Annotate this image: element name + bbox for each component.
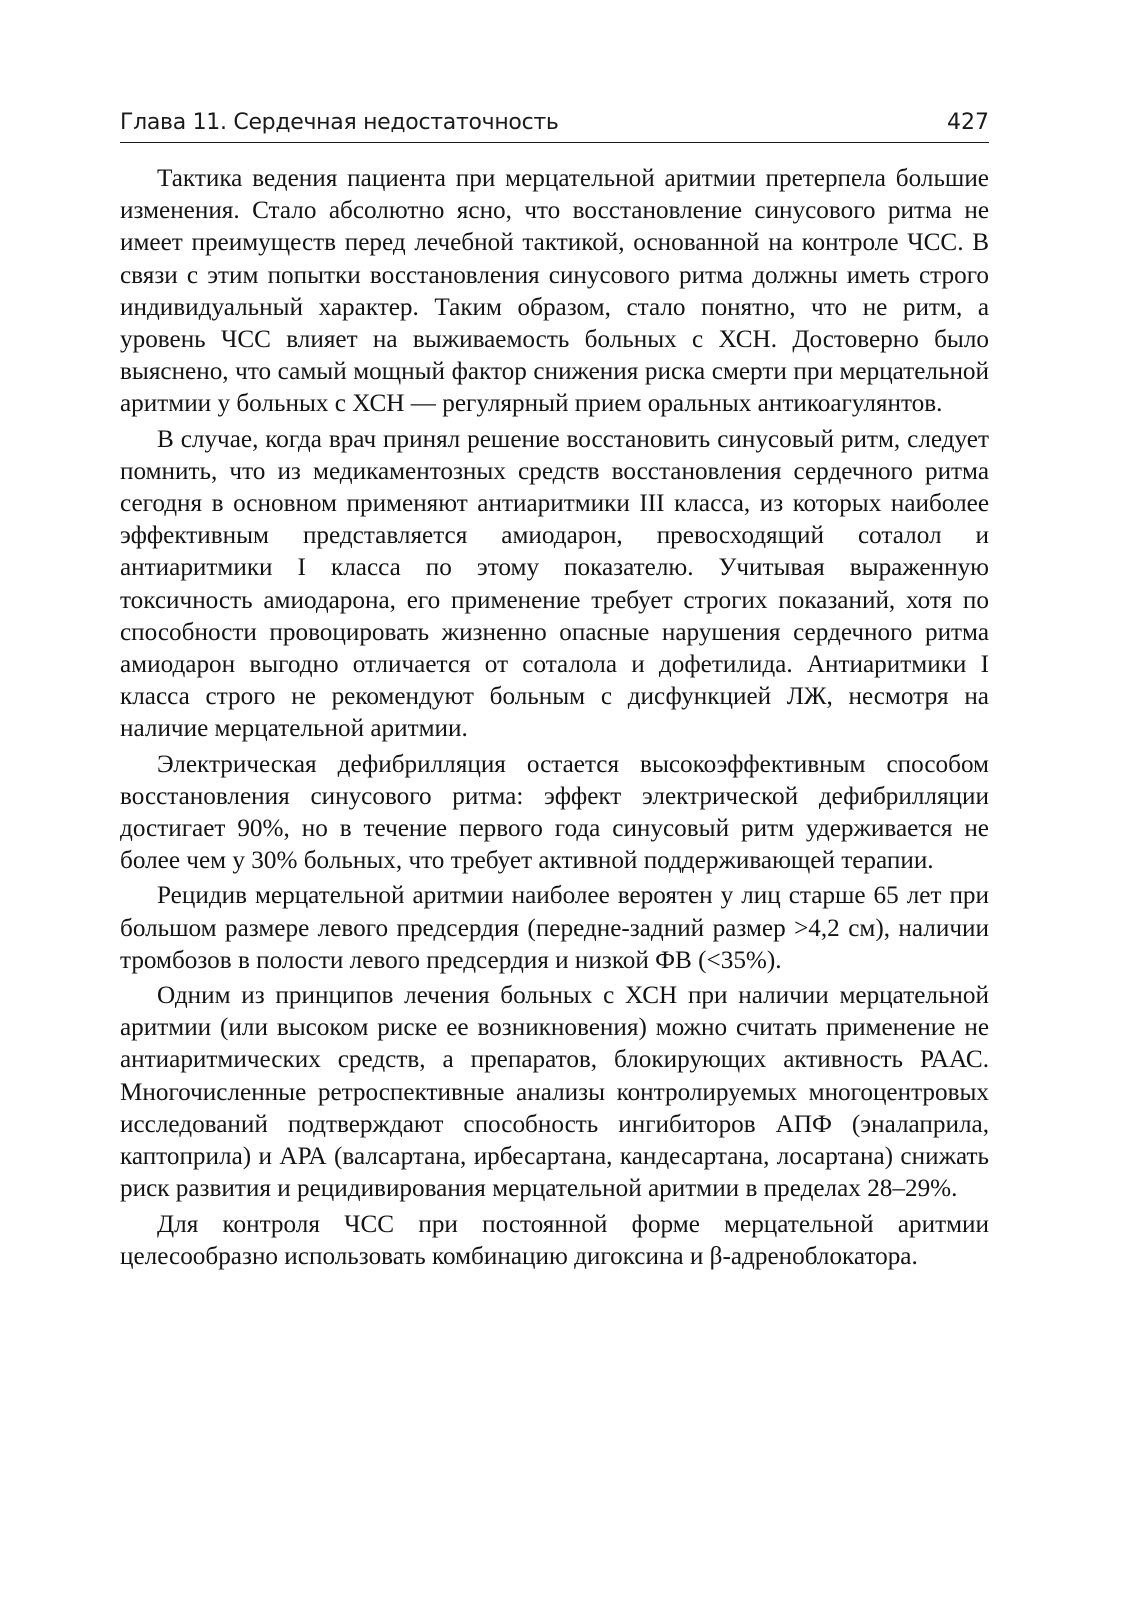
paragraph: Для контроля ЧСС при постоянной форме мерцательной аритмии целесообразно использовать комбинацию дигоксина и β-адреноблокатора. [120, 1210, 989, 1270]
chapter-title: Глава 11. Сердечная недостаточность [120, 110, 559, 135]
paragraph: В случае, когда врач принял решение восстановить синусовый ритм, следует помнить, что из медикаментозных средств восстановления сердечного ритма сегодня в основном применяют антиаритмики III класса, из которых наиболее эффективным представляется амиодарон, превосходящий соталол и антиаритмики I класса по этому показателю. Учитывая выраженную токсичность амиодарона, его применение требует строгих показаний, хотя по способности провоцировать жизненно опасные нарушения сердечного ритма амиодарон выгодно отличается от соталола и дофетилида. Антиаритмики I класса строго не рекомендуют больным с дисфункцией ЛЖ, несмотря на наличие мерцательной аритмии. [120, 425, 989, 743]
page-number: 427 [947, 110, 989, 135]
paragraph: Одним из принципов лечения больных с ХСН при наличии мерцательной аритмии (или высоком риске ее возникновения) можно считать применение не антиаритмических средств, а препаратов, блокирующих активность РААС. Многочисленные ретроспективные анализы контролируемых многоцентровых исследований подтверждают способность ингибиторов АПФ (эналаприла, каптоприла) и АРА (валсартана, ирбесартана, кандесартана, лосартана) снижать риск развития и рецидивирования мерцательной аритмии в пределах 28–29%. [120, 982, 989, 1203]
paragraph: Электрическая дефибрилляция остается высокоэффективным способом восстановления синусового ритма: эффект электрической дефибрилляции достигает 90%, но в течение первого года синусовый ритм удерживается не более чем у 30% больных, что требует активной поддерживающей терапии. [120, 750, 989, 875]
paragraph: Тактика ведения пациента при мерцательной аритмии претерпела большие изменения. Стало абсолютно ясно, что восстановление синусового ритма не имеет преимуществ перед лечебной тактикой, основанной на контроле ЧСС. В связи с этим попытки восстановления синусового ритма должны иметь строго индивидуальный характер. Таким образом, стало понятно, что не ритм, а уровень ЧСС влияет на выживаемость больных с ХСН. Достоверно было выяснено, что самый мощный фактор снижения риска смерти при мерцательной аритмии у больных с ХСН — регулярный прием оральных антикоагулянтов. [120, 165, 989, 418]
paragraph: Рецидив мерцательной аритмии наиболее вероятен у лиц старше 65 лет при большом размере левого предсердия (передне-задний размер >4,2 см), наличии тромбозов в полости левого предсердия и низкой ФВ (<35%). [120, 882, 989, 974]
running-head [120, 108, 989, 143]
body-text [120, 163, 989, 1276]
